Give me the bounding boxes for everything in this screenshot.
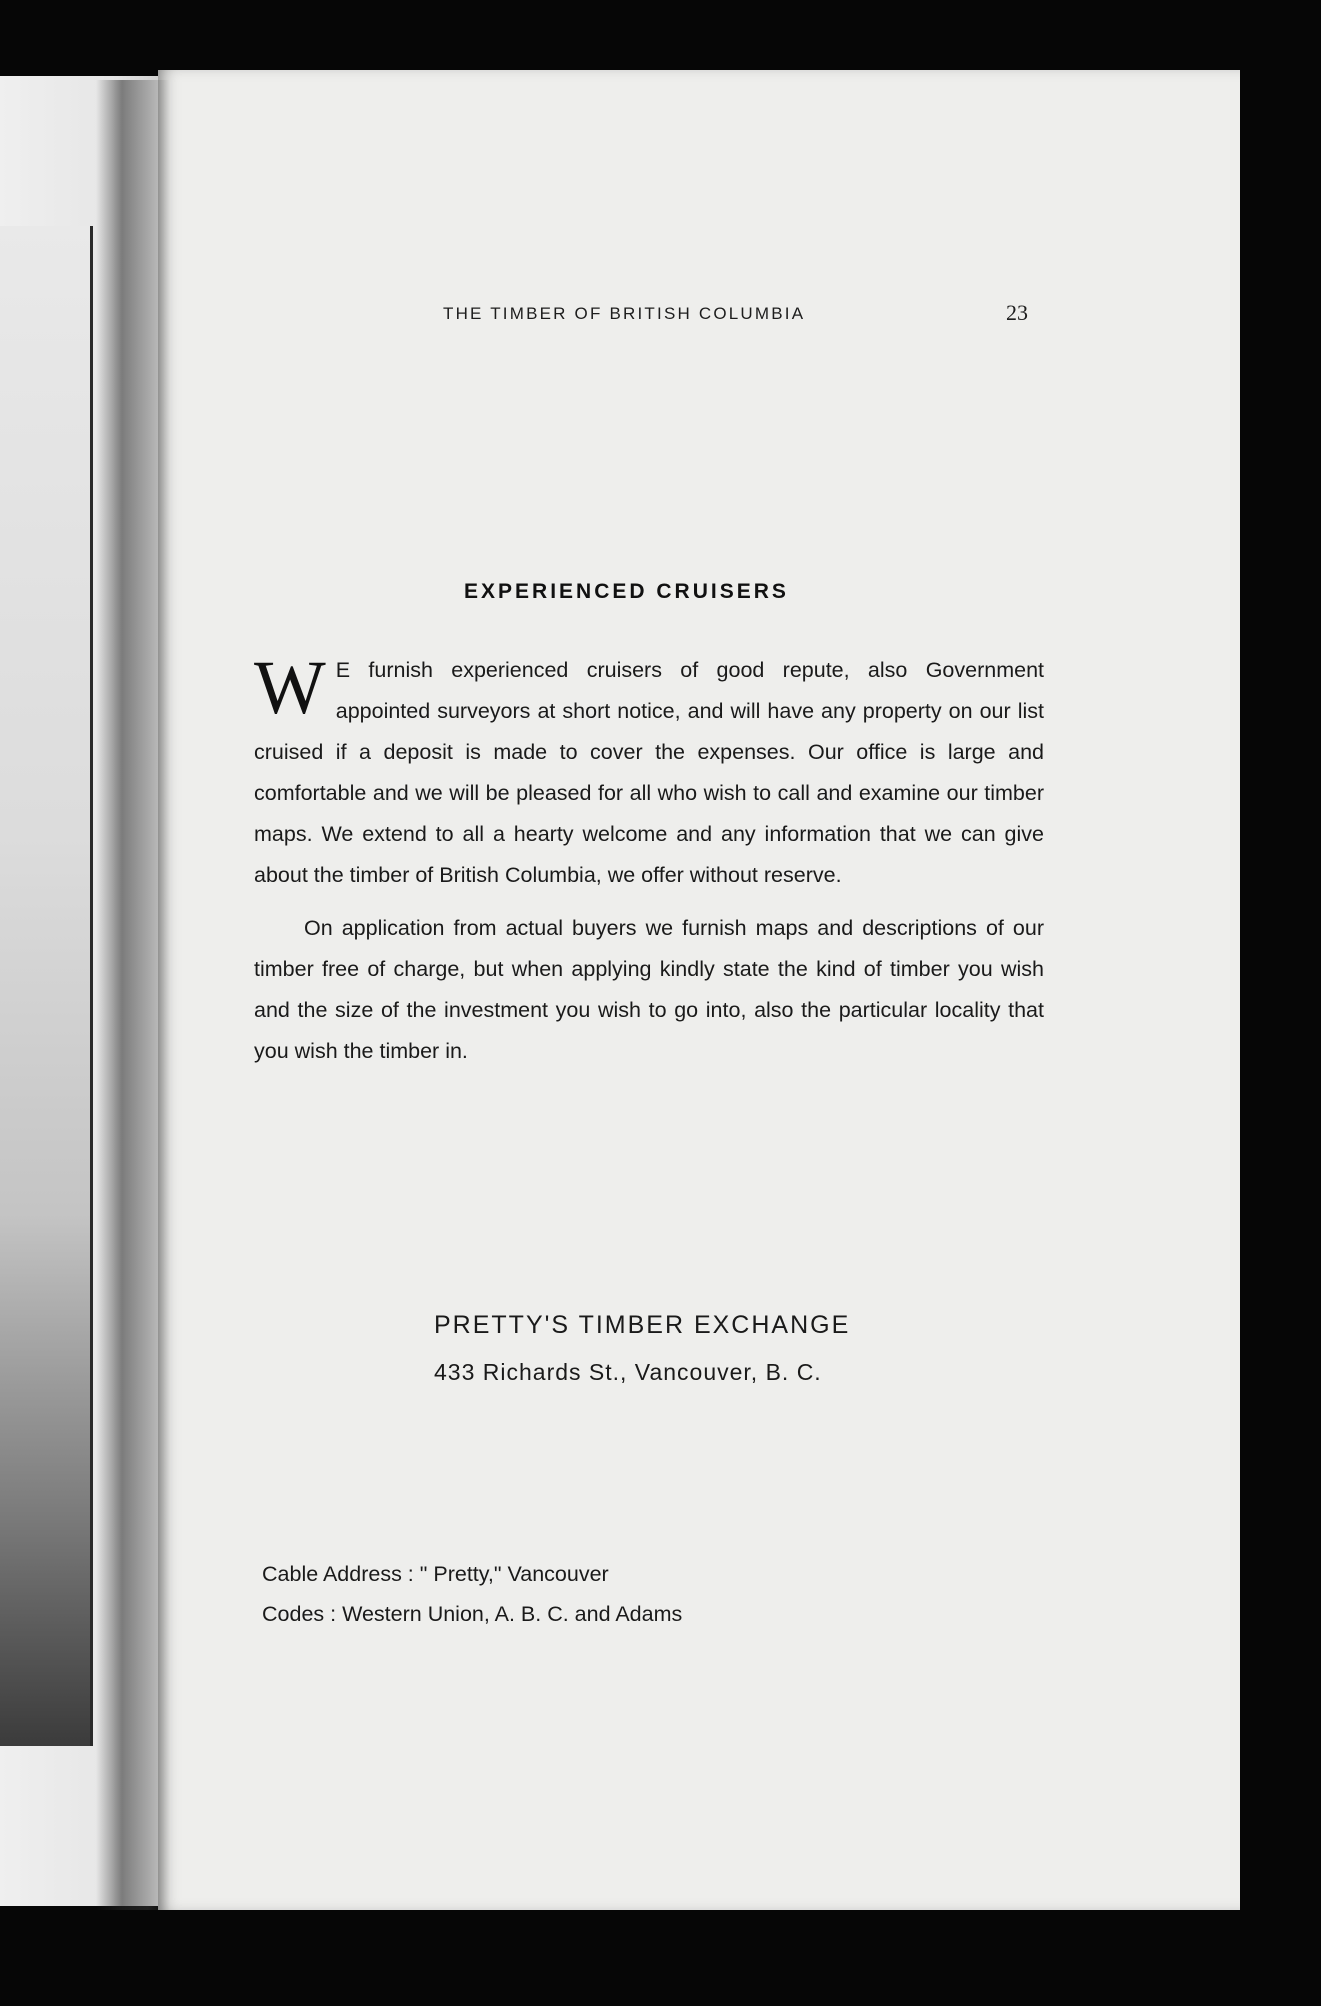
book-page (158, 70, 1240, 1910)
page-number: 23 (1006, 300, 1028, 325)
signature-block (434, 1300, 850, 1394)
article-body (254, 646, 1044, 1072)
firm-address: 433 Richards St., Vancouver, B. C. (434, 1359, 822, 1385)
telegraph-codes: Codes : Western Union, A. B. C. and Adams (262, 1602, 683, 1626)
gutter-shadow (96, 80, 170, 1910)
cable-address: Cable Address : " Pretty," Vancouver (262, 1562, 609, 1586)
paragraph-2: On application from actual buyers we furnish maps and descriptions of our timber free of charge, but when applying kindly state the kind of timber you wish and the size of the investment you wish to go into, also the particular locality that you wish the timber in. (254, 916, 1044, 1063)
section-heading: EXPERIENCED CRUISERS (464, 580, 789, 603)
paragraph-1 (254, 646, 1044, 896)
drop-cap: W (254, 646, 326, 730)
contact-block (262, 1554, 682, 1634)
paragraph-1-text: E furnish experienced cruisers of good repute, also Government appointed surveyors at short notice, and will have any property on our list cruised if a deposit is made to cover the expenses. Our office is large and comfortable and we will be pleased for all who wish to call and examine our timber maps. We extend to all a hearty welcome and any information that we can give about the timber of British Columbia, we offer without reserve. (254, 658, 1044, 887)
firm-name: PRETTY'S TIMBER EXCHANGE (434, 1311, 851, 1339)
facing-page-photo (0, 226, 93, 1746)
running-head: THE TIMBER OF BRITISH COLUMBIA (443, 304, 806, 323)
